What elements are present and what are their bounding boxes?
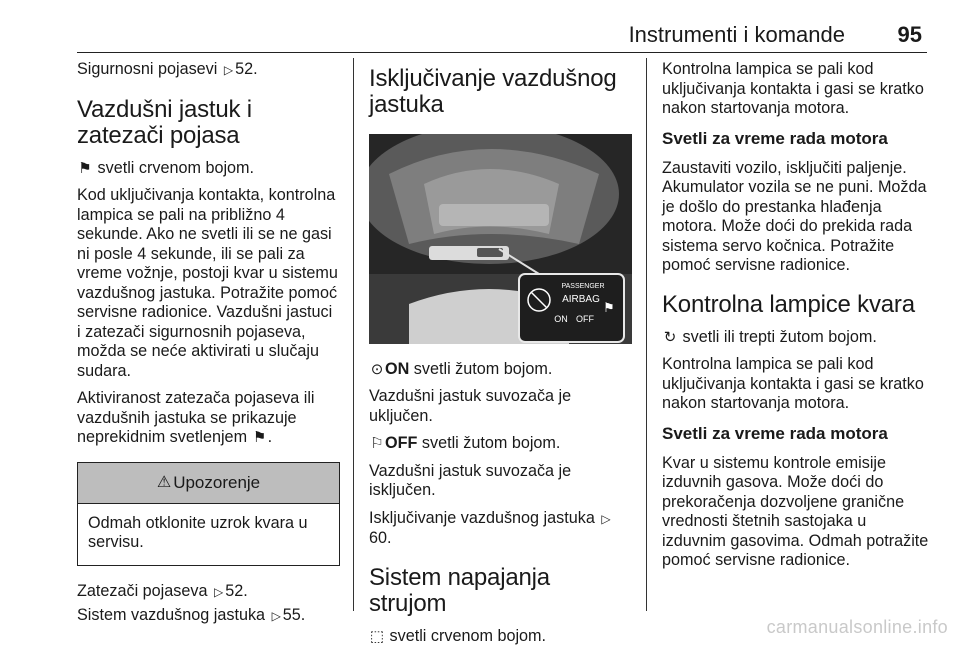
photo-label-on: ON — [554, 314, 568, 324]
page-ref-icon: ▷ — [271, 609, 281, 623]
airbag-switch-photo — [369, 134, 632, 344]
airbag-off-icon: ⚐ — [370, 435, 384, 452]
airbag-paragraph-2: Aktiviranost zatezača pojaseva ili vazdušnih jastuka se prikazuje neprekidnim svetlenjem ⚑. — [77, 389, 315, 446]
airbag-warning-icon: ⚑ — [252, 429, 267, 446]
header-divider — [77, 52, 927, 53]
page-ref-icon: ▷ — [213, 584, 224, 599]
malfunction-lamp-line: ↻ svetli ili trepti žutom bojom. — [663, 327, 877, 346]
column-divider-1 — [353, 58, 354, 611]
engine-check-icon: ↻ — [663, 328, 677, 346]
heading-airbag-pretensioner: Vazdušni jastuk i zatezači pojasa — [77, 95, 252, 149]
intro-line: Sigurnosni pojasevi ▷ 52. — [77, 60, 340, 81]
photo-label-airbag: AIRBAG — [562, 294, 600, 305]
warning-triangle-icon: ⚠ — [156, 473, 172, 491]
page-ref-icon: ▷ — [223, 63, 234, 77]
airbag-lamp-line: ⚑ svetli crvenom bojom. — [78, 158, 255, 177]
heading-lit-while-running-1: Svetli za vreme rada motora — [662, 128, 888, 148]
power-paragraph-2: Zaustaviti vozilo, isključiti paljenje. Akumulator vozila se ne puni. Možda je došlo do prestanka hlađenja motora. Može doći do prekida rada sistema servo kočnica. Potražite pomoć servisne radionice. — [662, 158, 927, 274]
link-airbag-system: Sistem vazdušnog jastuka ▷ 55. — [77, 606, 340, 627]
link-airbag-deactivation: Isključivanje vazdušnog jastuka ▷60. — [369, 508, 611, 547]
power-lamp-line: ⬚ svetli crvenom bojom. — [369, 626, 547, 645]
power-paragraph-1: Kontrolna lampica se pali kod uključivanja kontakta i gasi se kratko nakon startovanja motora. — [662, 60, 924, 117]
battery-icon: ⬚ — [369, 627, 385, 645]
watermark: carmanualsonline.info — [766, 617, 948, 637]
airbag-on-icon: ⊙ — [370, 360, 384, 378]
svg-text:⚑: ⚑ — [603, 301, 615, 316]
malfunction-paragraph-2: Kvar u sistemu kontrole emisije izduvnih gasova. Može doći do prekoračenja dozvoljene granične vrednosti štetnih sastojaka u izduvnim gasovima. Odmah potražite pomoć servisne radionice. — [662, 453, 929, 569]
link-pretensioners: Zatezači pojaseva ▷ 52. — [77, 582, 340, 603]
heading-lit-while-running-2: Svetli za vreme rada motora — [662, 423, 888, 443]
page-header — [0, 0, 960, 56]
warning-header: ⚠ Upozorenje — [78, 463, 339, 504]
airbag-off-line: ⚐OFF svetli žutom bojom. — [370, 434, 561, 452]
page-number: 95 — [897, 22, 922, 47]
heading-malfunction-lamp: Kontrolna lampice kvara — [662, 290, 915, 318]
page-ref-icon: ▷ — [601, 511, 611, 526]
column-divider-2 — [646, 58, 647, 611]
intro-ref[interactable]: 52. — [235, 60, 258, 78]
airbag-off-paragraph: Vazdušni jastuk suvozača je isključen. — [369, 461, 572, 499]
airbag-paragraph-1: Kod uključivanja kontakta, kontrolna lampica se pali na približno 4 sekunde. Ako ne svetli ili se ne gasi ni posle 4 sekunde, ili se pali za vreme vožnje, postoji kvar u sistemu vazdušnog jastuka. Potražite pomoć servisne radionice. Vazdušni jastuci i zatezači sigurnosnih pojaseva, možda se neće aktivirati u slučaju sudara. — [77, 186, 338, 380]
airbag-warning-icon: ⚑ — [78, 159, 92, 177]
page-title: Instrumenti i komande — [628, 22, 845, 47]
warning-text: Odmah otklonite uzrok kvara u servisu. — [88, 513, 308, 551]
photo-label-passenger: PASSENGER — [561, 283, 605, 290]
heading-airbag-off: Isključivanje vazdušnog jastuka — [369, 65, 617, 118]
column-1 — [77, 60, 340, 635]
column-2 — [369, 60, 632, 654]
warning-box — [77, 462, 340, 566]
column-3 — [662, 60, 932, 579]
photo-label-off: OFF — [576, 314, 594, 324]
airbag-on-line: ⊙ ON svetli žutom bojom. — [370, 359, 553, 378]
malfunction-paragraph-1: Kontrolna lampica se pali kod uključivanja kontakta i gasi se kratko nakon startovanja motora. — [662, 355, 924, 412]
heading-power-system: Sistem napajanja strujom — [369, 563, 550, 617]
airbag-on-paragraph: Vazdušni jastuk suvozača je uključen. — [369, 387, 572, 425]
